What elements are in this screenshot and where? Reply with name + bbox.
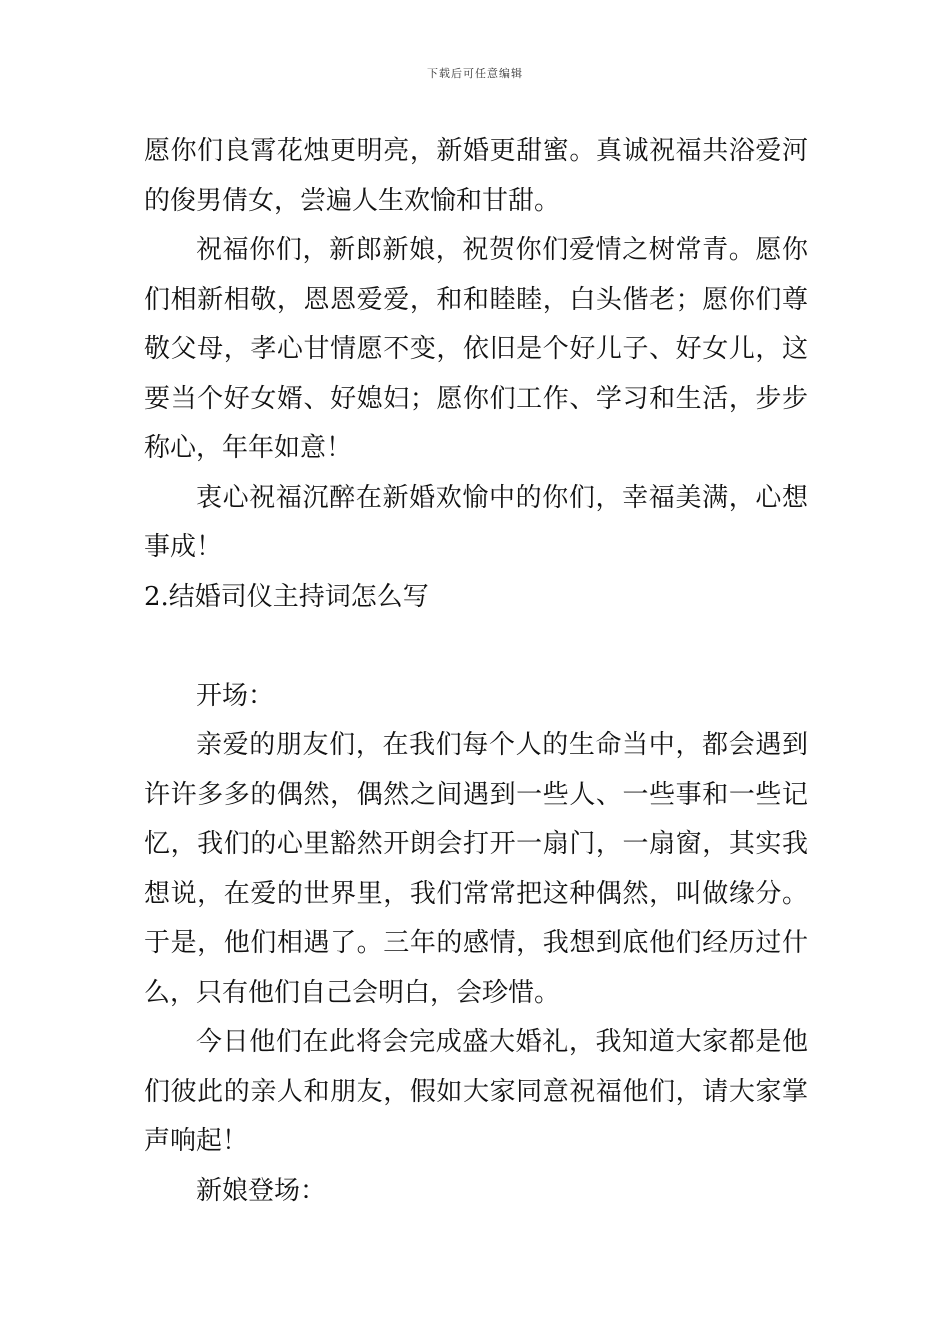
- document-body: [144, 127, 808, 1216]
- paragraph-bride-entrance: 新娘登场：: [196, 1175, 327, 1206]
- paragraph-opening-speech: 亲爱的朋友们，在我们每个人的生命当中，都会遇到许许多多的偶然，偶然之间遇到一些人、一些事和一些记忆，我们的心里豁然开朗会打开一扇门，一扇窗，其实我想说，在爱的世界里，我们常常把这种偶然，叫做缘分。于是，他们相遇了。三年的感情，我想到底他们经历过什么，只有他们自己会明白，会珍惜。: [144, 730, 808, 1008]
- paragraph-blessing-1: 愿你们良霄花烛更明亮，新婚更甜蜜。真诚祝福共浴爱河的俊男倩女，尝遍人生欢愉和甘甜。: [144, 136, 808, 216]
- section-heading: 2.结婚司仪主持词怎么写: [144, 581, 429, 612]
- paragraph-blessing-2: 祝福你们，新郎新娘，祝贺你们爱情之树常青。愿你们相新相敬，恩恩爱爱，和和睦睦，白头偕老；愿你们尊敬父母，孝心甘情愿不变，依旧是个好儿子、好女儿，这要当个好女婿、好媳妇；愿你们工作、学习和生活，步步称心，年年如意！: [144, 235, 808, 463]
- blank-line: [144, 622, 808, 672]
- paragraph-opening-label: 开场：: [196, 680, 275, 711]
- page-header: 下载后可任意编辑: [427, 67, 523, 80]
- paragraph-ceremony: 今日他们在此将会完成盛大婚礼，我知道大家都是他们彼此的亲人和朋友，假如大家同意祝福他们，请大家掌声响起！: [144, 1027, 808, 1156]
- paragraph-blessing-3: 衷心祝福沉醉在新婚欢愉中的你们，幸福美满，心想事成！: [144, 482, 808, 562]
